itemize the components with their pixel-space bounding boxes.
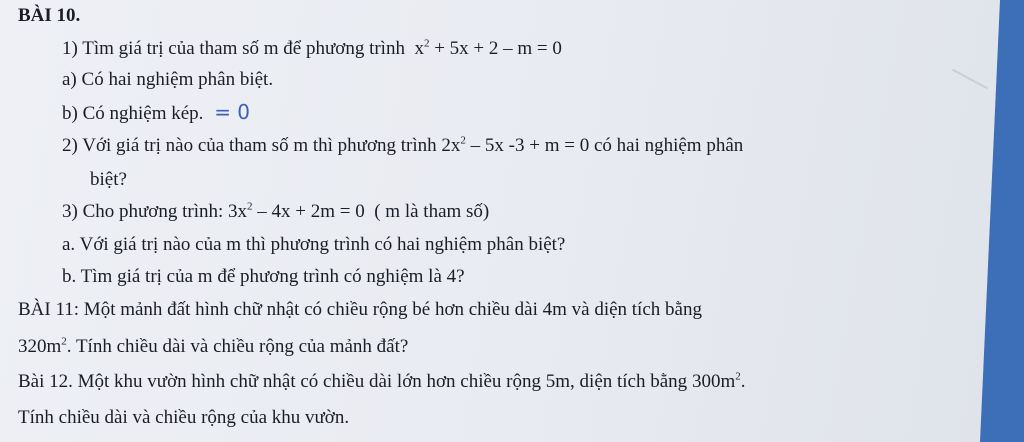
q1-eq-pre: x — [414, 38, 424, 59]
q3a-label: a. — [62, 234, 76, 255]
bai10-q3 — [62, 200, 489, 224]
q2-text: Với giá trị nào của tham số m thì phương trình — [82, 135, 437, 156]
bai10-q1 — [62, 37, 562, 61]
bai10-q2-cont: biệt? — [90, 169, 127, 190]
q2-eq-exp: 2 — [460, 134, 466, 147]
q3-eq-exp: 2 — [247, 200, 253, 213]
bai11-line2-rest: . Tính chiều dài và chiều rộng của mảnh đất? — [66, 336, 409, 357]
bai12-line2: Tính chiều dài và chiều rộng của khu vườn. — [18, 407, 350, 428]
q1b-label: b) — [62, 103, 78, 124]
bai11-line1: BÀI 11: Một mảnh đất hình chữ nhật có chiều rộng bé hơn chiều dài 4m và diện tích bằng — [18, 299, 702, 320]
q3-label: 3) — [62, 201, 78, 222]
q1a-label: a) — [62, 69, 77, 90]
q2-text-after: có hai nghiệm phân — [593, 135, 744, 156]
q3-eq-post: – 4x + 2m = 0 — [257, 201, 365, 222]
q3-note: ( m là tham số) — [374, 201, 490, 222]
q2-eq-post: – 5x -3 + m = 0 — [470, 135, 590, 156]
q3-text: Cho phương trình: — [82, 201, 224, 222]
q3b-label: b. — [62, 266, 77, 287]
q1b-text: Có nghiệm kép. — [82, 103, 204, 124]
bai10-q1a — [62, 68, 273, 92]
bai11-area-exp: 2 — [61, 335, 67, 348]
bai11-area: 320m — [18, 336, 62, 357]
bai10-q3b — [62, 265, 465, 289]
q3-eq-pre: 3x — [228, 201, 248, 222]
q1-eq-exp: 2 — [423, 37, 430, 50]
bai12-area-post: . — [740, 371, 746, 392]
bai12-area-exp: 2 — [735, 370, 741, 383]
q1-eq-post: + 5x + 2 – m = 0 — [434, 38, 562, 59]
bai10-q3a — [62, 233, 565, 257]
bai10-q1b — [62, 100, 250, 126]
q3b-text: Tìm giá trị của m để phương trình có nghiệm là 4? — [80, 266, 465, 287]
q2-label: 2) — [62, 135, 78, 156]
q3a-text: Với giá trị nào của m thì phương trình có hai nghiệm phân biệt? — [79, 234, 566, 255]
bai10-q2 — [62, 134, 743, 158]
bai12-line1 — [18, 370, 745, 394]
q1-label: 1) — [62, 38, 78, 59]
bai12-area: 300m — [691, 371, 736, 392]
bai10-title: BÀI 10. — [18, 5, 81, 26]
q1-text: Tìm giá trị của tham số m để phương trình — [82, 38, 405, 59]
handwritten-note: = 0 — [214, 100, 251, 124]
q1a-text: Có hai nghiệm phân biệt. — [81, 69, 274, 90]
bai11-line2 — [18, 335, 408, 359]
bai12-text: Bài 12. Một khu vườn hình chữ nhật có chiều dài lớn hơn chiều rộng 5m, diện tích bằng — [18, 371, 688, 392]
q2-eq-pre: 2x — [441, 135, 461, 156]
